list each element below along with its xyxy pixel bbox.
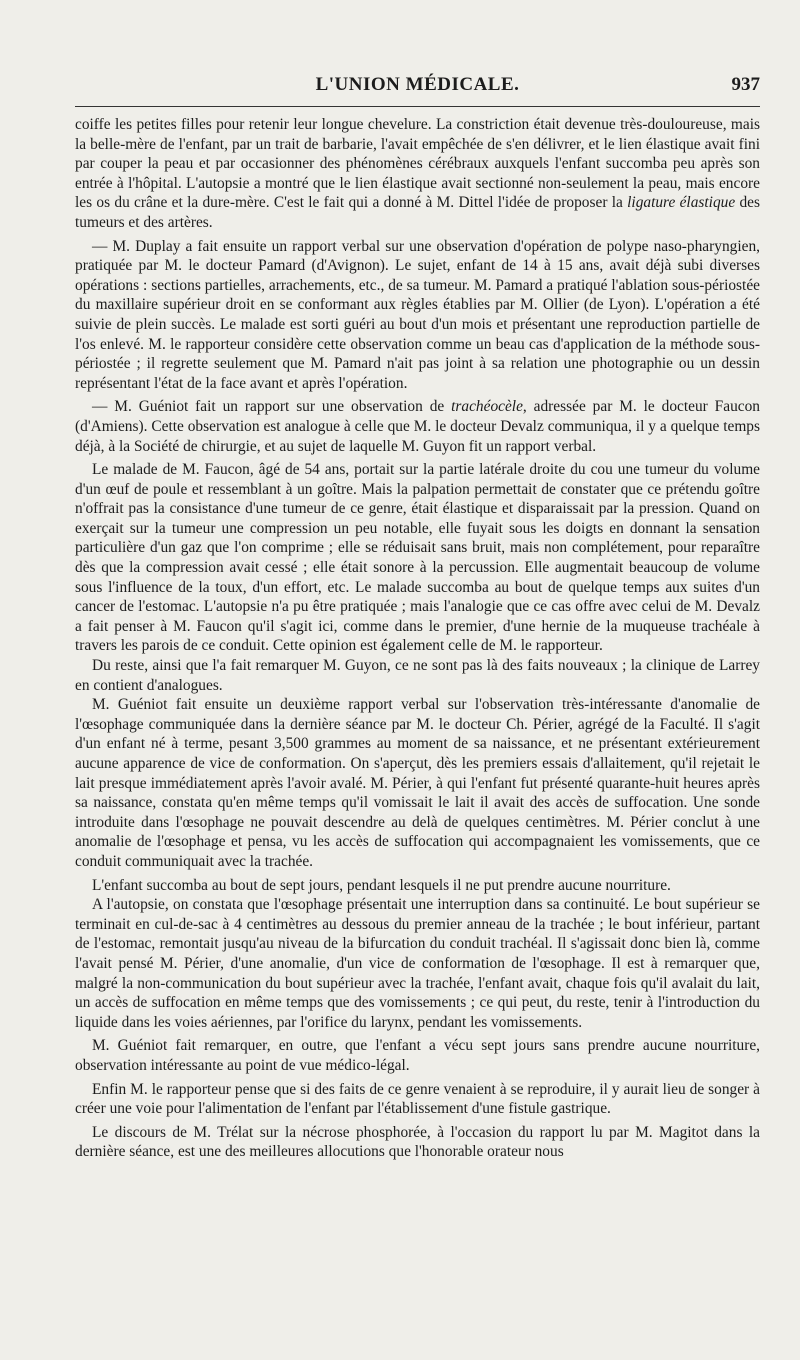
paragraph bbox=[75, 876, 760, 896]
paragraph bbox=[75, 397, 760, 456]
article-body bbox=[75, 115, 760, 1162]
italic-term: ligature élastique bbox=[627, 194, 736, 212]
header-rule bbox=[75, 106, 760, 107]
running-title: L'UNION MÉDICALE. bbox=[315, 74, 520, 95]
paragraph-text: Le malade de M. Faucon, âgé de 54 ans, portait sur la partie latérale droite du cou une tumeur du volume d'un œuf de poule et ressemblant à un goître. Mais la palpation permettait de constater que ce prétendu goître n'offrait pas la consistance d'une tumeur de ce genre, était élastique et disparaissait par la pression. Quand on exerçait sur la tumeur une compression un peu notable, elle fuyait sous les doigts en donnant la sensation particulière d'un gaz que l'on comprime ; elle se réduisait sans bruit, mais non complétement, pour reparaître dès que la compression avait cessé ; elle était sonore à la percussion. Elle augmentait beaucoup de volume sous l'influence de la toux, d'un effort, etc. Le malade succomba au bout de quelque temps aux suites d'un cancer de l'estomac. L'autopsie n'a pu être pratiquée ; mais l'analogie que ce cas offre avec celui de M. Devalz a fait penser à M. Faucon qu'il s'agit ici, comme dans le premier, d'une hernie de la muqueuse trachéale à travers les parois de ce conduit. Cette opinion est également celle de M. le rapporteur. bbox=[75, 461, 760, 655]
page-header bbox=[75, 62, 760, 94]
paragraph bbox=[75, 115, 760, 233]
paragraph-text: coiffe les petites filles pour retenir leur longue chevelure. La constriction était devenue très-douloureuse, mais la belle-mère de l'enfant, par un trait de barbarie, l'avait empêchée de s'en délivrer, et le lien élastique avait fini par couper la peau et par occasionner des phénomènes cérébraux auxquels l'enfant succomba peu après son entrée à l'hôpital. L'autopsie a montré que le lien élastique avait sectionné non-seulement la peau, mais encore les os du crâne et la dure-mère. C'est le fait qui a donné à M. Dittel l'idée de proposer la bbox=[75, 116, 760, 212]
paragraph bbox=[75, 1080, 760, 1119]
paragraph bbox=[75, 895, 760, 1032]
italic-term: trachéocèle bbox=[451, 398, 523, 416]
paragraph bbox=[75, 460, 760, 656]
paragraph-text: L'enfant succomba au bout de sept jours, pendant lesquels il ne put prendre aucune nourriture. bbox=[92, 876, 671, 894]
paragraph-text: A l'autopsie, on constata que l'œsophage présentait une interruption dans sa continuité. Le bout supérieur se terminait en cul-de-sac à 4 centimètres au dessous du premier anneau de la trachée ; le bout inférieur, partant de l'estomac, remontait jusqu'au niveau de la bifurcation du conduit trachéal. Il s'agissait donc bien là, comme l'avait pensé M. Périer, d'une anomalie, d'un vice de conformation de l'œsophage. Il est à remarquer que, malgré la non-communication du bout supérieur avec la trachée, l'enfant avait, chaque fois qu'il avalait du lait, un accès de suffocation en même temps que des vomissements ; ce qui peut, du reste, tenir à l'introduction du liquide dans les voies aériennes, par l'orifice du larynx, pendant les vomissements. bbox=[75, 896, 760, 1031]
paragraph-text: Le discours de M. Trélat sur la nécrose phosphorée, à l'occasion du rapport lu par M. Magitot dans la dernière séance, est une des meilleures allocutions que l'honorable orateur nous bbox=[75, 1123, 760, 1161]
paragraph bbox=[75, 1036, 760, 1075]
paragraph bbox=[75, 656, 760, 695]
page-number: 937 bbox=[731, 74, 760, 95]
paragraph bbox=[75, 695, 760, 871]
paragraph bbox=[75, 1123, 760, 1162]
paragraph-text: — M. Duplay a fait ensuite un rapport verbal sur une observation d'opération de polype naso-pharyngien, pratiquée par M. le docteur Pamard (d'Avignon). Le sujet, enfant de 14 à 15 ans, avait déjà subi diverses opérations : sections partielles, arrachements, etc., de sa tumeur. M. Pamard a pratiqué l'ablation sous-périostée du maxillaire supérieur droit en se conformant aux règles établies par M. Ollier (de Lyon). L'opération a été suivie de plein succès. Le malade est sorti guéri au bout d'un mois et présentant une reproduction partielle de l'os enlevé. M. le rapporteur considère cette observation comme un beau cas d'application de la méthode sous-périostée ; il regrette seulement que M. Pamard n'ait pas joint à sa relation une photographie ou un dessin représentant l'état de la face avant et après l'opération. bbox=[75, 237, 760, 392]
paragraph-text: M. Guéniot fait ensuite un deuxième rapport verbal sur l'observation très-intéressante d'anomalie de l'œsophage communiquée dans la dernière séance par M. le docteur Ch. Périer, agrégé de la Faculté. Il s'agit d'un enfant né à terme, pesant 3,500 grammes au moment de sa naissance, et ne présentant extérieurement aucune apparence de vice de conformation. On s'aperçut, dès les premiers essais d'allaitement, qu'il rejetait le lait presque immédiatement après l'avoir avalé. M. Périer, à qui l'enfant fut présenté quarante-huit heures après sa naissance, constata qu'en même temps qu'il vomissait le lait il avait des accès de suffocation. Une sonde introduite dans l'œsophage ne pouvait descendre au delà de quelques centimètres. M. Périer conclut à une anomalie de l'œsophage et pensa, vu les accès de suffocation qui accompagnaient les vomissements, que ce conduit communiquait avec la trachée. bbox=[75, 696, 760, 870]
paragraph-text: — M. Guéniot fait un rapport sur une observation de bbox=[92, 398, 452, 416]
paragraph-text: Du reste, ainsi que l'a fait remarquer M. Guyon, ce ne sont pas là des faits nouveaux ; la clinique de Larrey en contient d'analogues. bbox=[75, 657, 760, 694]
paragraph bbox=[75, 237, 760, 394]
paragraph-text: M. Guéniot fait remarquer, en outre, que l'enfant a vécu sept jours sans prendre aucune nourriture, observation intéressante au point de vue médico-légal. bbox=[75, 1037, 760, 1074]
paragraph-text: Enfin M. le rapporteur pense que si des faits de ce genre venaient à se reproduire, il y aurait lieu de songer à créer une voie pour l'alimentation de l'enfant par l'établissement d'une fistule gastrique. bbox=[75, 1080, 760, 1118]
paragraph-text: , adressée par M. le docteur Faucon (d'Amiens). Cette observation est analogue à celle que M. le docteur Devalz communiqua, il y a quelque temps déjà, à la Société de chirurgie, et au sujet de laquelle M. Guyon fit un rapport verbal. bbox=[75, 398, 760, 455]
paragraph-text: des tumeurs et des artères. bbox=[75, 194, 760, 231]
